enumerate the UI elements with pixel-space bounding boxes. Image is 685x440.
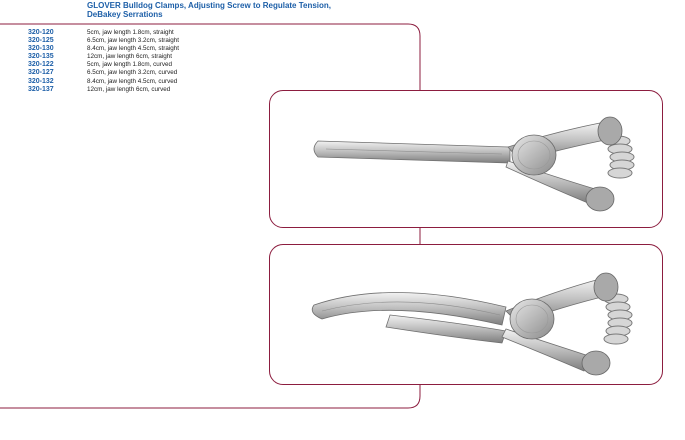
product-description: 12cm, jaw length 6cm, straight bbox=[87, 53, 173, 61]
product-description: 5cm, jaw length 1.8cm, curved bbox=[87, 61, 173, 69]
straight-clamp-image-frame bbox=[269, 90, 663, 228]
product-title-line1: GLOVER Bulldog Clamps, Adjusting Screw to Regulate Tension, bbox=[87, 1, 332, 10]
product-description: 5cm, jaw length 1.8cm, straight bbox=[87, 29, 174, 36]
curved-clamp-image-frame bbox=[269, 244, 663, 385]
product-description: 8.4cm, jaw length 4.5cm, curved bbox=[87, 77, 178, 85]
product-row bbox=[28, 69, 179, 77]
straight-clamp-image bbox=[270, 91, 662, 227]
product-row bbox=[28, 45, 179, 53]
product-description: 12cm, jaw length 6cm, curved bbox=[87, 85, 171, 93]
product-code: 320-137 bbox=[28, 85, 54, 93]
product-description: 8.4cm, jaw length 4.5cm, straight bbox=[87, 45, 180, 53]
product-row bbox=[28, 37, 179, 45]
product-code: 320-127 bbox=[28, 69, 54, 77]
product-code: 320-120 bbox=[28, 29, 54, 36]
product-row bbox=[28, 53, 179, 61]
product-code: 320-125 bbox=[28, 37, 54, 45]
product-code: 320-122 bbox=[28, 61, 54, 69]
product-description: 6.5cm, jaw length 3.2cm, curved bbox=[87, 69, 178, 77]
product-title bbox=[87, 1, 407, 19]
product-row bbox=[28, 29, 179, 37]
product-row bbox=[28, 86, 179, 94]
curved-clamp-image bbox=[270, 245, 662, 384]
product-title-line2: DeBakey Serrations bbox=[87, 10, 163, 19]
product-row bbox=[28, 78, 179, 86]
product-list bbox=[28, 29, 179, 94]
product-code: 320-135 bbox=[28, 53, 54, 61]
product-code: 320-130 bbox=[28, 45, 54, 53]
product-code: 320-132 bbox=[28, 77, 54, 85]
product-row bbox=[28, 61, 179, 69]
product-description: 6.5cm, jaw length 3.2cm, straight bbox=[87, 37, 180, 45]
